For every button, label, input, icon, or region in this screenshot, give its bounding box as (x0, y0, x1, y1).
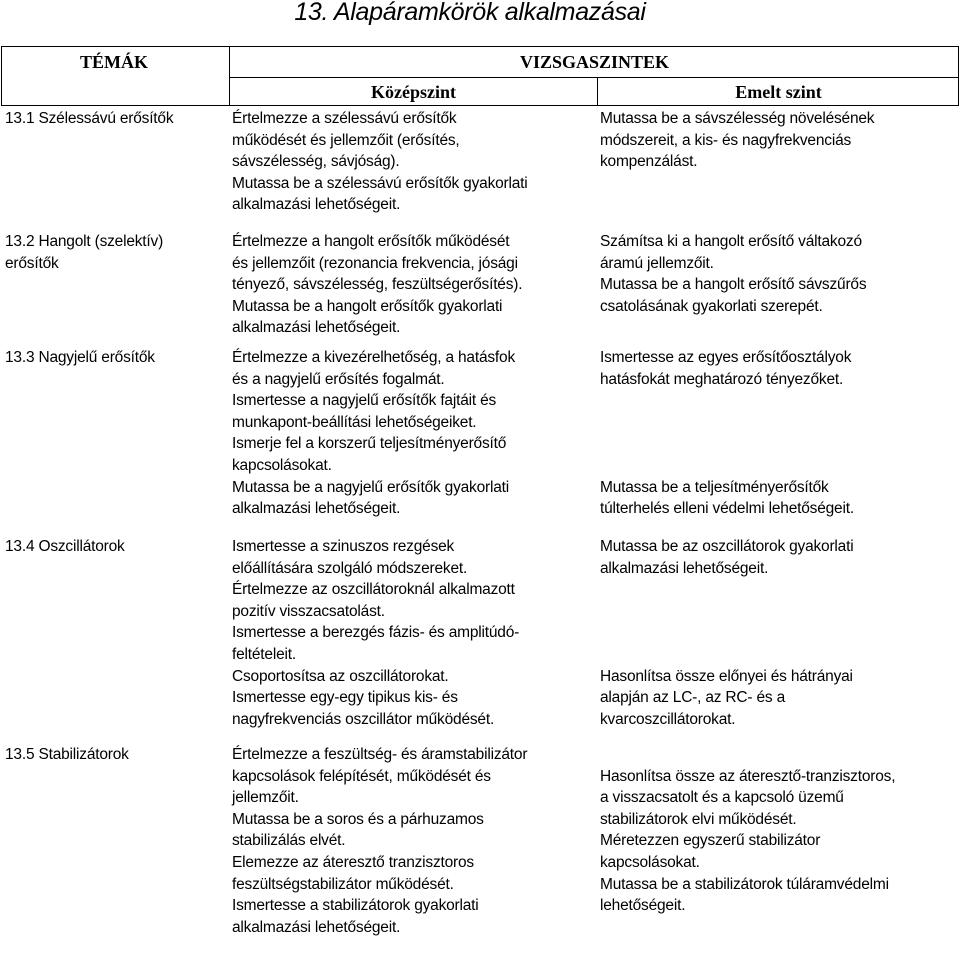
kozepszint-cell: Ismertesse a szinuszos rezgések előállítására szolgáló módszereket. Értelmezze az oszcillátoroknál alkalmazott pozitív visszacsatolást. Ismertesse a berezgés fázis- és amplitúdó- feltételeit. Csoportosítsa az oszcillátorokat. Ismertesse egy-egy tipikus kis- és nagyfrekvenciás oszcillátor működését. (232, 538, 520, 728)
header-vizsgaszintek: VIZSGASZINTEK (519, 52, 670, 72)
header-kozepszint: Középszint (371, 82, 456, 102)
topic-cell: 13.4 Oszcillátorok (5, 538, 125, 555)
topic-cell: 13.1 Szélessávú erősítők (5, 110, 174, 127)
kozepszint-cell: Értelmezze a szélessávú erősítők működését és jellemzőit (erősítés, sávszélesség, sávjóság). Mutassa be a szélessávú erősítők gyakorlati alkalmazási lehetőségeit. (232, 110, 528, 214)
topic-cell: 13.2 Hangolt (szelektív) erősítők (5, 233, 164, 272)
emelt-szint-cell: Mutassa be a sávszélesség növelésének módszereit, a kis- és nagyfrekvenciás kompenzálást. (600, 110, 875, 171)
kozepszint-cell: Értelmezze a hangolt erősítők működését és jellemzőit (rezonancia frekvencia, jósági tényező, sávszélesség, feszültségerősítés). Mutassa be a hangolt erősítők gyakorlati alkalmazási lehetőségeit. (232, 233, 523, 337)
header-temak: TÉMÁK (79, 52, 148, 72)
page-title (0, 0, 960, 34)
vizsgaszintek-divider (229, 77, 959, 78)
kozepszint-cell: Értelmezze a feszültség- és áramstabilizátor kapcsolások felépítését, működését és jellemzőit. Mutassa be a soros és a párhuzamos stabilizálás elvét. Elemezze az áteresztő tranzisztoros feszültségstabilizátor működését. Ismertesse a stabilizátorok gyakorlati alkalmazási lehetőségeit. (232, 746, 528, 936)
emelt-szint-cell: Számítsa ki a hangolt erősítő váltakozó áramú jellemzőit. Mutassa be a hangolt erősítő sávszűrős csatolásának gyakorlati szerepét. (600, 233, 867, 315)
table-top-border (1, 46, 959, 47)
emelt-szint-cell: Mutassa be az oszcillátorok gyakorlati alkalmazási lehetőségeit. Hasonlítsa össze előnyei és hátrányai alapján az LC-, az RC- és a kvarcoszcillátorokat. (600, 538, 854, 728)
kozepszint-cell: Értelmezze a kivezérelhetőség, a hatásfok és a nagyjelű erősítés fogalmát. Ismertesse a nagyjelű erősítők fajtáit és munkapont-beállítási lehetőségeiket. Ismerje fel a korszerű teljesítményerősítő kapcsolásokat. Mutassa be a nagyjelű erősítők gyakorlati alkalmazási lehetőségeit. (232, 349, 516, 518)
page-title-text: 13. Alapáramkörök alkalmazásai (294, 0, 646, 26)
header-bottom-border (1, 105, 959, 106)
emelt-szint-cell: Hasonlítsa össze az áteresztő-tranzisztoros, a visszacsatolt és a kapcsoló üzemű stabilizátorok elvi működését. Méretezzen egyszerű stabilizátor kapcsolásokat. Mutassa be a stabilizátorok túláramvédelmi lehetőségeit. (600, 767, 896, 915)
topic-cell: 13.3 Nagyjelű erősítők (5, 349, 155, 366)
header-emelt-szint: Emelt szint (735, 82, 822, 102)
topic-cell: 13.5 Stabilizátorok (5, 746, 129, 763)
emelt-szint-cell: Ismertesse az egyes erősítőosztályok hatásfokát meghatározó tényezőket. Mutassa be a teljesítményerősítők túlterhelés elleni védelmi lehetőségeit. (600, 349, 854, 518)
